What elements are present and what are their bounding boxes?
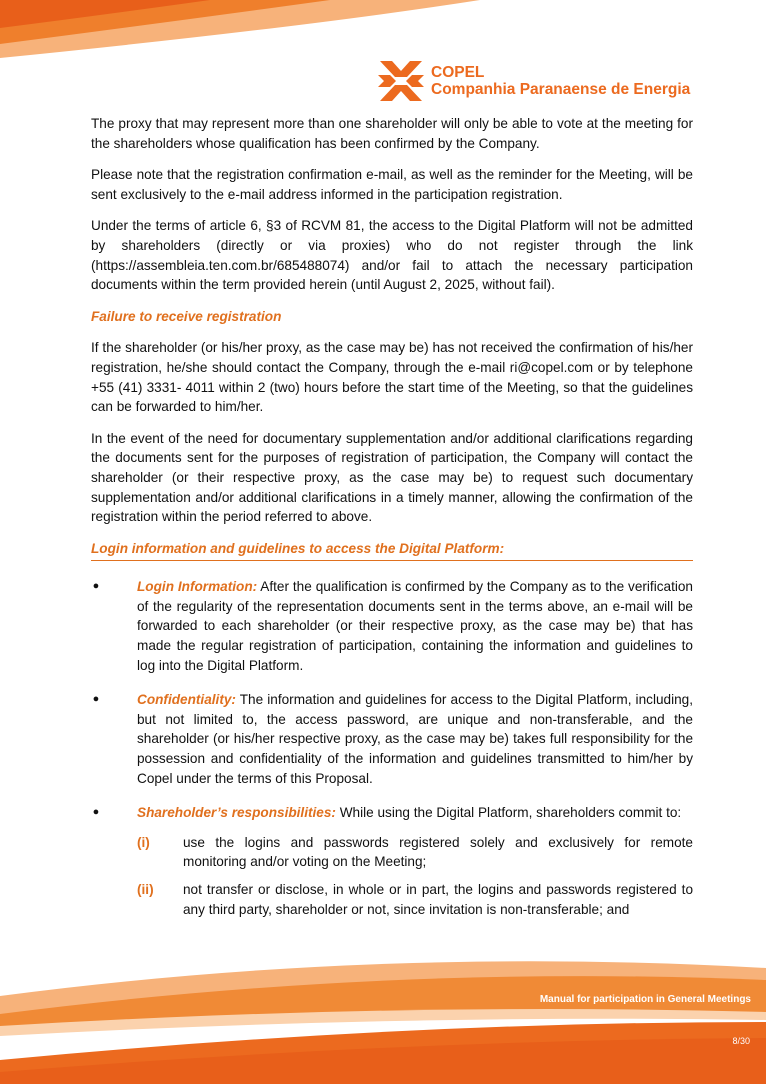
list-item-login-information — [91, 577, 693, 675]
bullet-term: Shareholder’s responsibilities: — [137, 805, 336, 821]
bullet-icon: ● — [92, 693, 100, 706]
bullet-icon: ● — [92, 580, 100, 593]
footer-wave-graphic — [0, 956, 766, 1084]
copel-logo — [378, 58, 690, 104]
copel-logo-icon — [378, 59, 424, 103]
section-heading-failure: Failure to receive registration — [91, 308, 282, 324]
main-content — [91, 114, 693, 927]
bullet-icon: ● — [92, 806, 100, 819]
sub-item-text: use the logins and passwords registered solely and exclusively for remote monitoring and/or voting on the Meeting; — [183, 834, 693, 870]
bullet-text: After the qualification is confirmed by the Company as to the verification of the regularity of the representation documents sent in the terms above, an e-mail will be forwarded to each shareholder (or their respective proxy, as the case may be) that has made the regular registration of participation, containing the information and guidelines to log into the Digital Platform. — [137, 579, 693, 673]
bullet-term: Login Information: — [137, 579, 258, 595]
list-item-responsibilities — [91, 803, 693, 823]
sub-item-ii — [91, 880, 693, 919]
sub-item-text: not transfer or disclose, in whole or in part, the logins and passwords registered to any third party, shareholder or not, since invitation is non-transferable; and — [183, 882, 693, 917]
page-number: 8/30 — [732, 1036, 750, 1046]
sub-item-i — [91, 833, 693, 872]
paragraph-contact: If the shareholder (or his/her proxy, as the case may be) has not received the confirmation of his/her registration, he/she should contact the Company, through the e-mail ri@copel.com or by telephone +55 (41) 3331- 4011 within 2 (two) hours before the start time of the Meeting, so that the guidelines can be forwarded to him/her. — [91, 340, 693, 415]
section-heading-login: Login information and guidelines to access the Digital Platform: — [91, 539, 693, 562]
footer-label: Manual for participation in General Meetings — [539, 994, 751, 1005]
sub-item-number: (ii) — [137, 882, 154, 897]
paragraph-access-terms: Under the terms of article 6, §3 of RCVM 81, the access to the Digital Platform will not be admitted by shareholders (directly or via proxies) who do not register through the link (https://assembleia.ten.com.br/685488074) and/or fail to attach the necessary participation documents within the term provided herein (until August 2, 2025, without fail). — [91, 218, 693, 293]
bullet-text: While using the Digital Platform, shareholders commit to: — [335, 805, 682, 821]
bullet-term: Confidentiality: — [137, 692, 236, 708]
paragraph-email-notice: Please note that the registration confirmation e-mail, as well as the reminder for the Meeting, will be sent exclusively to the e-mail address informed in the participation registration. — [91, 167, 693, 202]
bullet-text: The information and guidelines for access to the Digital Platform, including, but not limited to, the access password, are unique and non-transferable, and the shareholder (or his/her respective proxy, as the case may be) takes full responsibility for the possession and confidentiality of the information and guidelines transmitted to him/her by Copel under the terms of this Proposal. — [137, 692, 693, 786]
sub-item-number: (i) — [137, 834, 150, 850]
list-item-confidentiality — [91, 690, 693, 788]
brand-subtitle: Companhia Paranaense de Energia — [431, 81, 691, 98]
paragraph-proxy: The proxy that may represent more than one shareholder will only be able to vote at the meeting for the shareholders whose qualification has been confirmed by the Company. — [91, 116, 693, 151]
paragraph-supplementation: In the event of the need for documentary supplementation and/or additional clarifications regarding the documents sent for the purposes of registration of participation, the Company will contact the shareholder (or their respective proxy, as the case may be) to request such documentary supplementation and/or additional clarifications in a timely manner, allowing the confirmation of the registration within the period referred to above. — [91, 430, 693, 525]
brand-name: COPEL — [431, 64, 485, 81]
